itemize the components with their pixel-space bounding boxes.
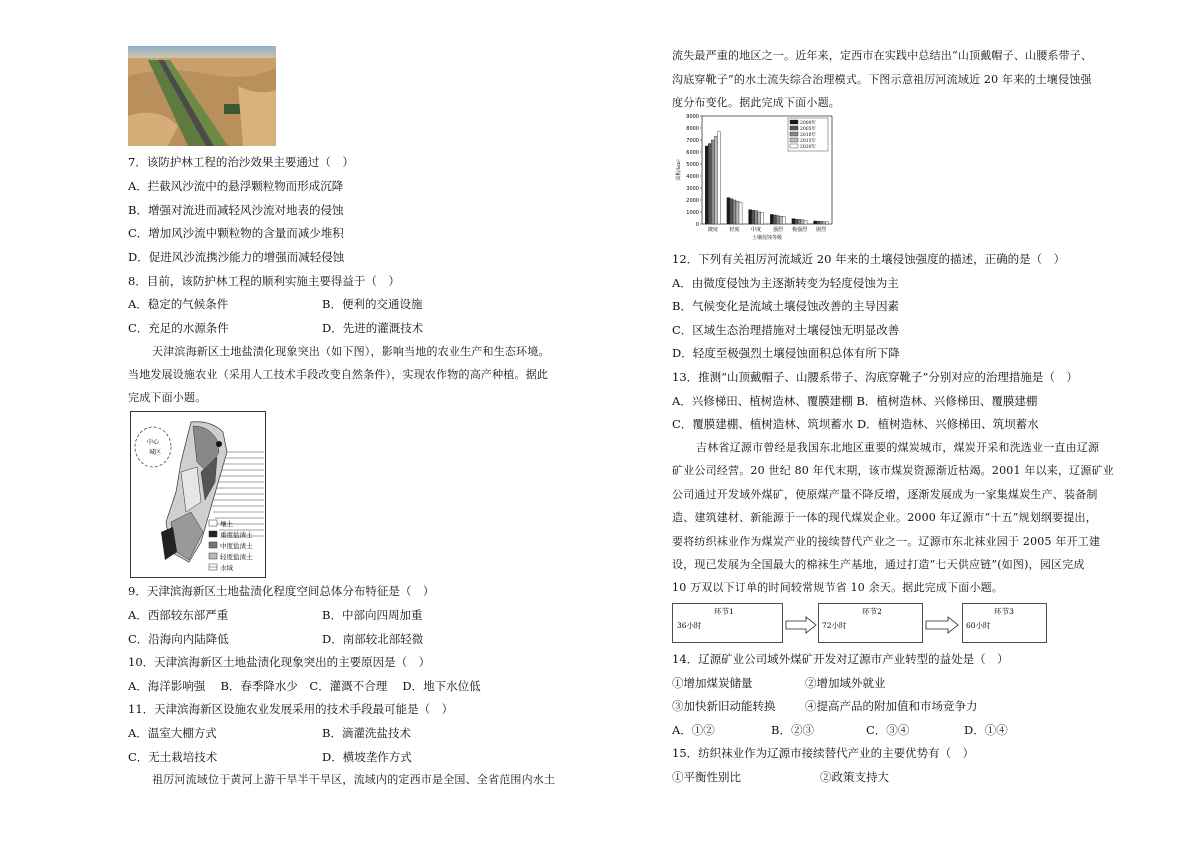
q9-stem: 9．天津滨海新区土地盐渍化程度空间总体分布特征是（ ）: [128, 584, 435, 598]
zuli-paragraph-start: 祖厉河流域位于黄河上游干旱半干旱区，流域内的定西市是全国、全省范围内水土: [152, 773, 556, 786]
q11-option-a: A．温室大棚方式: [128, 726, 217, 740]
bar-4-0: [792, 219, 795, 224]
legend-label: 2000年: [800, 121, 816, 126]
flow-step-3-time: 60小时: [966, 621, 991, 630]
y-tick-label: 2000: [686, 198, 699, 204]
q10-options: A．海洋影响强 B．春季降水少 C．灌溉不合理 D．地下水位低: [128, 679, 481, 693]
bar-3-1: [773, 215, 776, 224]
bar-2-1: [752, 210, 755, 224]
flow-arrow-icon: [786, 617, 816, 633]
salinization-map-figure: [131, 412, 265, 577]
y-tick-label: 0: [695, 222, 699, 228]
bar-5-3: [823, 222, 826, 224]
liaoyuan-paragraph-line6: 设，现已发展为全国最大的棉袜生产基地，通过打造“七天供应链”(如图)，园区完成: [672, 558, 1085, 571]
desert-road-image: [128, 46, 276, 146]
x-tick-label: 微度: [707, 227, 718, 233]
x-tick-label: 剧烈: [816, 227, 827, 233]
x-tick-label: 极强烈: [791, 227, 808, 233]
bar-0-4: [717, 132, 720, 224]
legend-label: 2005年: [800, 127, 816, 132]
q14-statement-4: ④提高产品的附加值和市场竞争力: [805, 699, 978, 713]
legend-item-water: 水域: [220, 564, 233, 572]
q12-option-d: D．轻度至极强烈土壤侵蚀面积总体有所下降: [672, 346, 900, 360]
legend-swatch: [790, 120, 798, 124]
y-tick-label: 6000: [686, 150, 699, 156]
q14-statement-3: ③加快新旧动能转换: [672, 699, 776, 713]
supply-chain-diagram: [672, 603, 1052, 643]
q8-option-b: B．便利的交通设施: [322, 297, 423, 311]
q13-stem: 13．推测“山顶戴帽子、山腰系带子、沟底穿靴子”分别对应的治理措施是（ ）: [672, 370, 1078, 384]
q12-option-b: B．气候变化是流域土壤侵蚀改善的主导因素: [672, 299, 899, 313]
q10-stem: 10．天津滨海新区土地盐渍化现象突出的主要原因是（ ）: [128, 655, 431, 669]
bar-0-3: [714, 136, 717, 224]
q9-option-c: C．沿海向内陆降低: [128, 632, 229, 646]
q14-option-d: D．①④: [964, 723, 1008, 737]
bar-4-1: [795, 219, 798, 224]
liaoyuan-paragraph-line1: 吉林省辽源市曾经是我国东北地区重要的煤炭城市，煤炭开采和洗选业一直由辽源: [696, 441, 1100, 454]
q14-stem: 14．辽源矿业公司域外煤矿开发对辽源市产业转型的益处是（ ）: [672, 652, 1009, 666]
legend-label: 2020年: [800, 145, 816, 150]
bar-0-1: [708, 144, 711, 224]
flow-step-1-time: 36小时: [677, 621, 702, 630]
q8-option-c: C．充足的水源条件: [128, 321, 229, 335]
q9-option-d: D．南部较北部轻微: [322, 632, 424, 646]
q14-statement-2: ②增加域外就业: [805, 676, 886, 690]
q8-stem: 8．目前，该防护林工程的顺利实施主要得益于（ ）: [128, 274, 400, 288]
legend-item-medium: 中度盐渍土: [220, 542, 253, 550]
bar-3-2: [776, 216, 779, 224]
y-tick-label: 5000: [686, 162, 699, 168]
bar-2-2: [755, 211, 758, 224]
liaoyuan-paragraph-line5: 要将纺织袜业作为煤炭产业的接续替代产业之一。辽源市东北袜业园于 2005 年开工建: [672, 535, 1101, 548]
flow-arrow-icon: [926, 617, 958, 633]
bar-1-1: [730, 199, 733, 224]
bar-2-4: [761, 213, 764, 224]
q13-options-ab: A．兴修梯田、植树造林、覆膜建棚 B．植树造林、兴修梯田、覆膜建棚: [672, 394, 1038, 408]
legend-item-soil: 壤土: [220, 520, 233, 528]
bar-1-2: [733, 200, 736, 224]
y-tick-label: 3000: [686, 186, 699, 192]
salinization-map: [130, 411, 266, 578]
flow-step-1-title: 环节1: [714, 607, 734, 616]
q12-option-a: A．由微度侵蚀为主逐渐转变为轻度侵蚀为主: [672, 276, 899, 290]
bar-1-0: [727, 198, 730, 224]
legend-item-heavy: 重度盐渍土: [220, 531, 253, 539]
legend-swatch: [790, 138, 798, 142]
erosion-chart: [672, 112, 837, 247]
bar-2-0: [749, 210, 752, 224]
q7-option-b: B．增强对流进而减轻风沙流对地表的侵蚀: [128, 203, 344, 217]
y-tick-label: 4000: [686, 174, 699, 180]
liaoyuan-paragraph-line4: 造、建筑建材、新能源于一体的现代煤炭企业。2000 年辽源市“十五”规划纲要提出，: [672, 511, 1097, 524]
x-tick-label: 强烈: [772, 227, 783, 233]
bar-3-4: [782, 217, 785, 224]
x-tick-label: 轻度: [729, 227, 740, 233]
bar-3-0: [770, 214, 773, 224]
q12-option-c: C．区域生态治理措施对土壤侵蚀无明显改善: [672, 323, 900, 337]
liaoyuan-paragraph-line2: 矿业公司经营。20 世纪 80 年代末期，该市煤炭资源渐近枯竭。2001 年以来，辽源矿业: [672, 464, 1114, 477]
liaoyuan-paragraph-line7: 10 万双以下订单的时间较常规节省 10 余天。据此完成下面小题。: [672, 581, 1004, 594]
q9-option-a: A．西部较东部严重: [128, 608, 229, 622]
x-axis-label: 土壤侵蚀等级: [751, 235, 783, 241]
q11-option-c: C．无土栽培技术: [128, 750, 218, 764]
q13-options-cd: C．覆膜建棚、植树造林、筑坝蓄水 D．植树造林、兴修梯田、筑坝蓄水: [672, 417, 1039, 431]
q9-option-b: B．中部向四周加重: [322, 608, 423, 622]
zuli-paragraph-line2: 流失最严重的地区之一。近年来，定西市在实践中总结出“山顶戴帽子、山腰系带子、: [672, 49, 1093, 62]
q7-option-d: D．促进风沙流携沙能力的增强而减轻侵蚀: [128, 250, 345, 264]
legend-swatch: [790, 132, 798, 136]
flow-step-3-title: 环节3: [994, 607, 1014, 616]
bar-4-2: [798, 219, 801, 224]
q14-option-c: C．③④: [866, 723, 910, 737]
bar-0-0: [705, 146, 708, 224]
legend-swatch: [790, 144, 798, 148]
bar-4-4: [804, 220, 807, 224]
q14-option-b: B．②③: [771, 723, 814, 737]
legend-label: 2015年: [800, 139, 816, 144]
bar-4-3: [801, 220, 804, 224]
q11-option-d: D．横坡垄作方式: [322, 750, 412, 764]
y-tick-label: 8000: [686, 126, 699, 132]
bar-2-3: [758, 212, 761, 224]
x-tick-label: 中度: [751, 227, 762, 233]
bar-1-3: [736, 201, 739, 224]
tianjin-paragraph-line2: 当地发展设施农业（采用人工技术手段改变自然条件），实现农作物的高产种植。据此: [128, 368, 549, 381]
q14-option-a: A．①②: [672, 723, 715, 737]
tianjin-paragraph-line1: 天津滨海新区土地盐渍化现象突出（如下图），影响当地的农业生产和生态环境。: [152, 345, 550, 358]
y-tick-label: 1000: [686, 210, 699, 216]
q8-option-d: D．先进的灌溉技术: [322, 321, 424, 335]
bar-5-0: [814, 221, 817, 224]
q11-option-b: B．滴灌洗盐技术: [322, 726, 411, 740]
bar-0-2: [711, 140, 714, 224]
legend-item-light: 轻度盐渍土: [220, 553, 253, 561]
zuli-paragraph-line3: 沟底穿靴子”的水土流失综合治理模式。下图示意祖厉河流域近 20 年来的土壤侵蚀强: [672, 73, 1092, 86]
q7-stem: 7．该防护林工程的治沙效果主要通过（ ）: [128, 155, 354, 169]
q15-stem: 15．纺织袜业作为辽源市接续替代产业的主要优势有（ ）: [672, 746, 975, 760]
bar-5-2: [820, 221, 823, 224]
q14-statement-1: ①增加煤炭储量: [672, 676, 753, 690]
q15-statement-2: ②政策支持大: [820, 770, 889, 784]
legend-swatch: [790, 126, 798, 130]
y-axis-label: 面积/km²: [676, 159, 682, 181]
liaoyuan-paragraph-line3: 公司通过开发域外煤矿，使原煤产量不降反增，逐渐发展成为一家集煤炭生产、装备制: [672, 488, 1098, 501]
q15-statement-1: ①平衡性别比: [672, 770, 741, 784]
bar-1-4: [739, 202, 742, 224]
tianjin-paragraph-line3: 完成下面小题。: [128, 391, 207, 404]
zuli-paragraph-line4: 度分布变化。据此完成下面小题。: [672, 96, 840, 109]
bar-5-1: [817, 221, 820, 224]
flow-step-2-time: 72小时: [822, 621, 847, 630]
q8-option-a: A．稳定的气候条件: [128, 297, 229, 311]
q12-stem: 12．下列有关祖厉河流域近 20 年来的土壤侵蚀强度的描述，正确的是（ ）: [672, 252, 1066, 266]
q7-option-c: C．增加风沙流中颗粒物的含量而减少堆积: [128, 226, 344, 240]
flow-step-2-title: 环节2: [862, 607, 882, 616]
y-tick-label: 7000: [686, 138, 699, 144]
erosion-bar-chart: [672, 112, 837, 247]
q7-option-a: A．拦截风沙流中的悬浮颗粒物而形成沉降: [128, 179, 344, 193]
svg-text:城区: 城区: [149, 449, 162, 456]
legend-label: 2010年: [800, 133, 816, 138]
y-tick-label: 9000: [686, 114, 699, 120]
supply-chain-figure: [672, 603, 1052, 643]
q11-stem: 11．天津滨海新区设施农业发展采用的技术手段最可能是（ ）: [128, 702, 454, 716]
bar-3-3: [779, 216, 782, 224]
shelterbelt-photo: [128, 46, 276, 146]
bar-5-4: [826, 222, 829, 224]
map-city-label: 中心: [147, 439, 160, 446]
